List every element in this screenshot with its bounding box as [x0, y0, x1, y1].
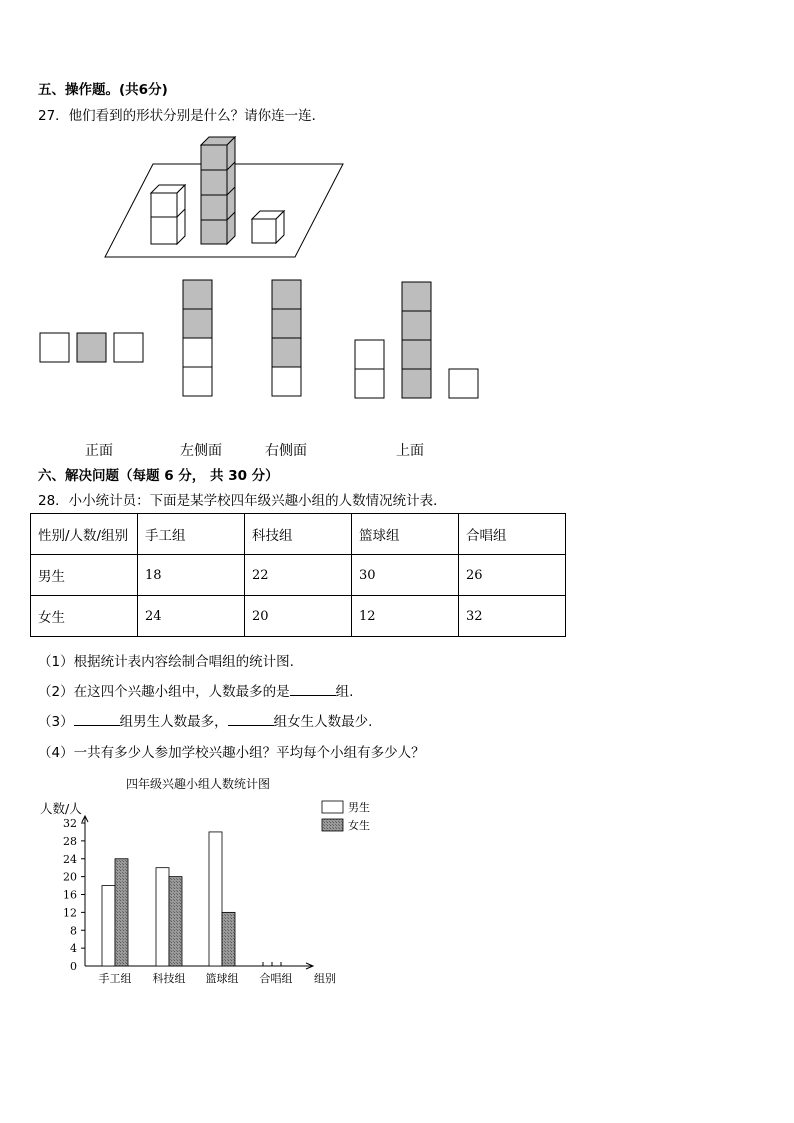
view-option-4-square — [402, 369, 431, 398]
sub-question-4: （4）一共有多少人参加学校兴趣小组？平均每个小组有多少人？ — [38, 745, 425, 761]
view-options — [38, 278, 488, 402]
y-tick-label: 24 — [63, 852, 77, 866]
bar-boys — [156, 868, 169, 966]
legend-swatch — [322, 819, 343, 831]
y-tick-label: 4 — [70, 942, 77, 956]
view-option-4-square — [449, 369, 478, 398]
view-label-top: 上面 — [396, 443, 424, 459]
section6-title: 六、解决问题（每题 6 分， 共 30 分） — [38, 468, 279, 484]
answer-blank[interactable] — [228, 713, 274, 726]
sub-question-2 — [38, 680, 353, 700]
question-28: 28．小小统计员：下面是某学校四年级兴趣小组的人数情况统计表． — [38, 493, 447, 509]
view-option-1-square — [114, 333, 143, 362]
view-option-3-square — [272, 367, 301, 396]
chart-title: 四年级兴趣小组人数统计图 — [126, 777, 271, 791]
view-option-4-square — [402, 311, 431, 340]
view-option-3-square — [272, 309, 301, 338]
bar-girls — [115, 859, 128, 966]
y-tick-label: 28 — [63, 834, 77, 848]
table-row — [31, 596, 566, 637]
view-option-2-square — [183, 309, 212, 338]
table-cell: 男生 — [31, 555, 138, 596]
table-cell: 12 — [352, 596, 459, 637]
y-tick-label: 20 — [63, 870, 77, 884]
sub-question-1: （1）根据统计表内容绘制合唱组的统计图. — [38, 654, 294, 670]
table-cell: 26 — [459, 555, 566, 596]
view-label-left: 左侧面 — [180, 443, 222, 459]
bar-boys — [102, 886, 115, 966]
section5-title: 五、操作题。(共6分) — [38, 82, 168, 98]
block-figure — [100, 133, 350, 261]
x-tick-label: 手工组 — [98, 972, 132, 985]
tall-stack — [201, 137, 235, 244]
bar-girls — [222, 912, 235, 966]
stats-table — [30, 513, 566, 637]
view-option-4-square — [402, 282, 431, 311]
table-header-cell: 手工组 — [138, 514, 245, 555]
y-tick-label: 32 — [63, 817, 77, 830]
left-stack — [151, 185, 185, 244]
table-cell: 18 — [138, 555, 245, 596]
table-cell: 24 — [138, 596, 245, 637]
x-tick-label: 合唱组 — [259, 972, 293, 985]
view-option-3-square — [272, 280, 301, 309]
legend-label: 女生 — [348, 819, 370, 832]
legend-label: 男生 — [348, 801, 370, 814]
table-cell: 32 — [459, 596, 566, 637]
sub-question-3 — [38, 710, 372, 730]
answer-blank[interactable] — [74, 713, 120, 726]
view-option-1-square — [40, 333, 69, 362]
x-axis-label: 组别 — [314, 972, 336, 985]
bar-girls — [169, 877, 182, 966]
table-cell: 22 — [245, 555, 352, 596]
y-tick-label: 0 — [70, 960, 77, 973]
sub-question-3-tail: 组女生人数最少. — [273, 714, 373, 730]
chart-y-axis-label: 人数/人 — [40, 801, 82, 816]
y-tick-label: 16 — [63, 888, 77, 902]
view-label-front: 正面 — [85, 443, 113, 459]
view-label-right: 右侧面 — [265, 443, 307, 459]
table-cell: 女生 — [31, 596, 138, 637]
table-header-cell: 科技组 — [245, 514, 352, 555]
small-cube — [252, 211, 284, 243]
sub-question-3-prefix: （3） — [38, 714, 74, 730]
y-tick-label: 8 — [70, 924, 77, 938]
table-header-row — [31, 514, 566, 555]
sub-question-2-tail: 组. — [335, 684, 354, 700]
view-option-4-square — [355, 369, 384, 398]
table-cell: 20 — [245, 596, 352, 637]
legend-swatch — [322, 801, 343, 813]
question-27: 27．他们看到的形状分别是什么？请你连一连． — [38, 108, 326, 124]
y-tick-label: 12 — [63, 906, 77, 920]
x-tick-label: 篮球组 — [205, 972, 239, 985]
table-header-cell: 篮球组 — [352, 514, 459, 555]
x-tick-label: 科技组 — [152, 972, 186, 985]
table-header-cell: 性别/人数/组别 — [31, 514, 138, 555]
table-cell: 30 — [352, 555, 459, 596]
bar-boys — [209, 832, 222, 966]
answer-blank[interactable] — [290, 683, 336, 696]
table-row — [31, 555, 566, 596]
table-header-cell: 合唱组 — [459, 514, 566, 555]
view-option-4-square — [402, 340, 431, 369]
view-option-2-square — [183, 338, 212, 367]
view-option-2-square — [183, 367, 212, 396]
view-option-3-square — [272, 338, 301, 367]
sub-question-3-mid: 组男生人数最多， — [119, 714, 228, 730]
bar-chart — [60, 795, 380, 990]
view-option-2-square — [183, 280, 212, 309]
view-option-4-square — [355, 340, 384, 369]
view-option-1-square — [77, 333, 106, 362]
sub-question-2-text: （2）在这四个兴趣小组中，人数最多的是 — [38, 684, 290, 700]
